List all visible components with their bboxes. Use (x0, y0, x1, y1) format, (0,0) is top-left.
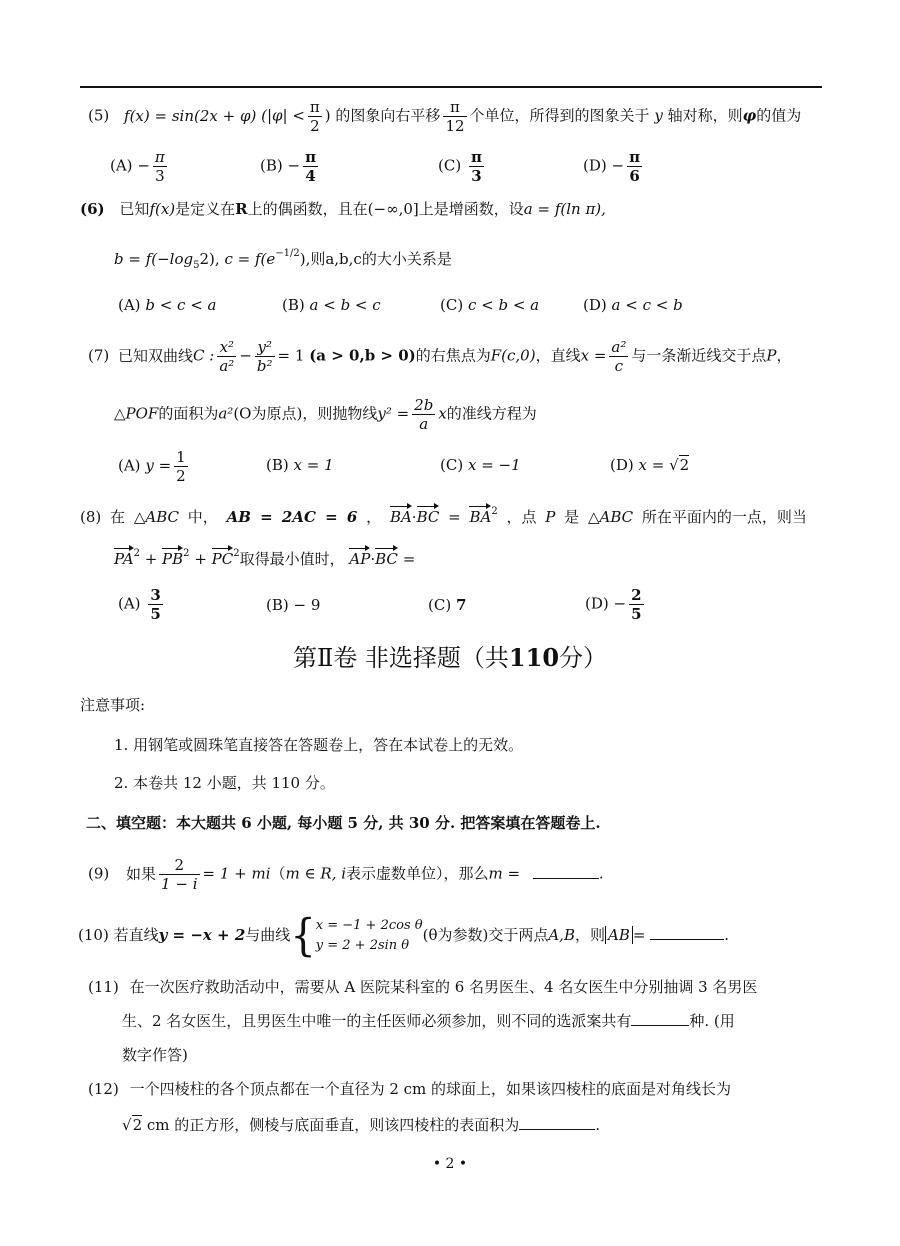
notes-item-2: 2. 本卷共 12 小题，共 110 分。 (114, 774, 335, 792)
q5-option-b: (B) − $\frac{\pi}{4}$ (260, 148, 317, 185)
q7-option-b: (B) x = 1 (266, 456, 334, 474)
question-12: (12) 一个四棱柱的各个顶点都在一个直径为 2 cm 的球面上，如果该四棱柱的底面是对角线长为 (88, 1080, 732, 1098)
q10-answer-blank[interactable] (650, 925, 724, 940)
q7-option-c: (C) x = −1 (440, 456, 521, 474)
q11-line-2: 生、2 名女医生，且男医生中唯一的主任医师必须参加，则不同的选派案共有 种. (用 (122, 1012, 735, 1030)
q5-shift-fraction: $\frac{\pi}{12}$ (445, 98, 465, 135)
q7-line-2: △POF的面积为a²(O为原点)，则抛物线y² = $\frac{2b}{a}$ x的准线方程为 (114, 396, 537, 433)
page-number: • 2 • (432, 1156, 468, 1172)
notes-heading: 注意事项: (80, 696, 146, 714)
q11-line-3: 数字作答) (122, 1046, 188, 1064)
q5-condition-fraction: $\frac{\pi}{2}$ (309, 98, 320, 135)
q12-number: (12) (88, 1080, 119, 1098)
question-11: (11) 在一次医疗救助活动中，需要从 A 医院某科室的 6 名男医生、4 名女医生中分别抽调 3 名男医 (88, 978, 758, 996)
section-title: 第Ⅱ卷 非选择题（共110分） (292, 643, 608, 672)
q6-option-d: (D) a < c < b (583, 296, 683, 314)
q12-line-2: √2 cm 的正方形，侧棱与底面垂直，则该四棱柱的表面积为 . (122, 1116, 601, 1134)
q8-option-c: (C) 7 (428, 596, 467, 614)
question-10: (10) 若直线y = −x + 2与曲线{ x = −1 + 2cos θ y = 2 + 2sin θ (θ为参数)交于两点A,B，则 AB = . (78, 910, 729, 962)
q7-number: (7) (88, 346, 110, 365)
question-8: (8) 在 △ABC 中， AB = 2AC = 6 ， $BA\cdot BC = BA^2$ ，点 P 是 △ABC 所在平面内的一点，则当 (80, 506, 807, 526)
q8-option-a: (A) $\frac{3}{5}$ (118, 586, 161, 623)
q5-option-d: (D) − $\frac{\pi}{6}$ (583, 148, 641, 185)
q6-option-b: (B) a < b < c (282, 296, 381, 314)
q12-answer-blank[interactable] (519, 1115, 595, 1130)
question-7: (7) 已知双曲线C : $\frac{\text{x²}}{\text{a²}}$ − $\frac{\text{y²}}{\text{b²}}$ = 1 (a > 0,b > 0)的右焦点为F(c,0)，直线x = $\frac{\text{a²}}{c}$ 与一条渐近线交于点P， (88, 338, 792, 375)
q8-option-d: (D) − $\frac{2}{5}$ (585, 586, 642, 623)
q5-function: f(x) = sin(2x + φ) (124, 106, 257, 125)
q7-option-a: (A) y = $\frac{1}{2}$ (118, 448, 186, 485)
q11-answer-blank[interactable] (631, 1011, 689, 1026)
q6-number: (6) (80, 200, 105, 218)
q5-option-c: (C) $\frac{\pi}{3}$ (438, 148, 482, 185)
part2-heading: 二、填空题：本大题共 6 小题, 每小题 5 分, 共 30 分. 把答案填在答题卷上. (86, 814, 601, 832)
top-rule (80, 86, 822, 88)
question-5: (5) f(x) = sin(2x + φ) (|φ| < $\frac{\pi}{2}$ ) 的图象向右平移 $\frac{\pi}{12}$ 个单位，所得到的图象关于 y 轴对称，则φ的值为 (88, 98, 802, 135)
q6-line-2: $b = f(-\log_52)$, $c = f(e^{-1/2})$,则a,b,c的大小关系是 (114, 248, 452, 271)
q9-answer-blank[interactable] (533, 864, 599, 879)
q6-option-a: (A) b < c < a (118, 296, 217, 314)
q11-number: (11) (88, 978, 119, 996)
q5-number: (5) (88, 106, 110, 125)
q8-number: (8) (80, 508, 102, 526)
q7-option-d: (D) x = √2 (610, 456, 690, 474)
q8-option-b: (B) − 9 (266, 596, 321, 614)
notes-item-1: 1. 用钢笔或圆珠笔直接答在答题卷上，答在本试卷上的无效。 (114, 736, 524, 754)
q6-option-c: (C) c < b < a (440, 296, 540, 314)
question-6: (6) 已知f(x)是定义在R上的偶函数，且在(−∞,0]上是增函数，设a = f(ln π), (80, 200, 606, 218)
question-9: (9) 如果 $\frac{2}{1 - i}$ = 1 + mi（m ∈ R, i表示虚数单位），那么m = . (88, 856, 604, 893)
q8-line-2: $PA^2 + PB^2 + PC^2$取得最小值时， AP·BC = (114, 548, 416, 568)
q5-condition: (|φ| < (261, 106, 305, 125)
q5-option-a: (A) − $\frac{\pi}{3}$ (110, 148, 165, 185)
q10-number: (10) (78, 926, 109, 944)
q9-number: (9) (88, 864, 110, 883)
